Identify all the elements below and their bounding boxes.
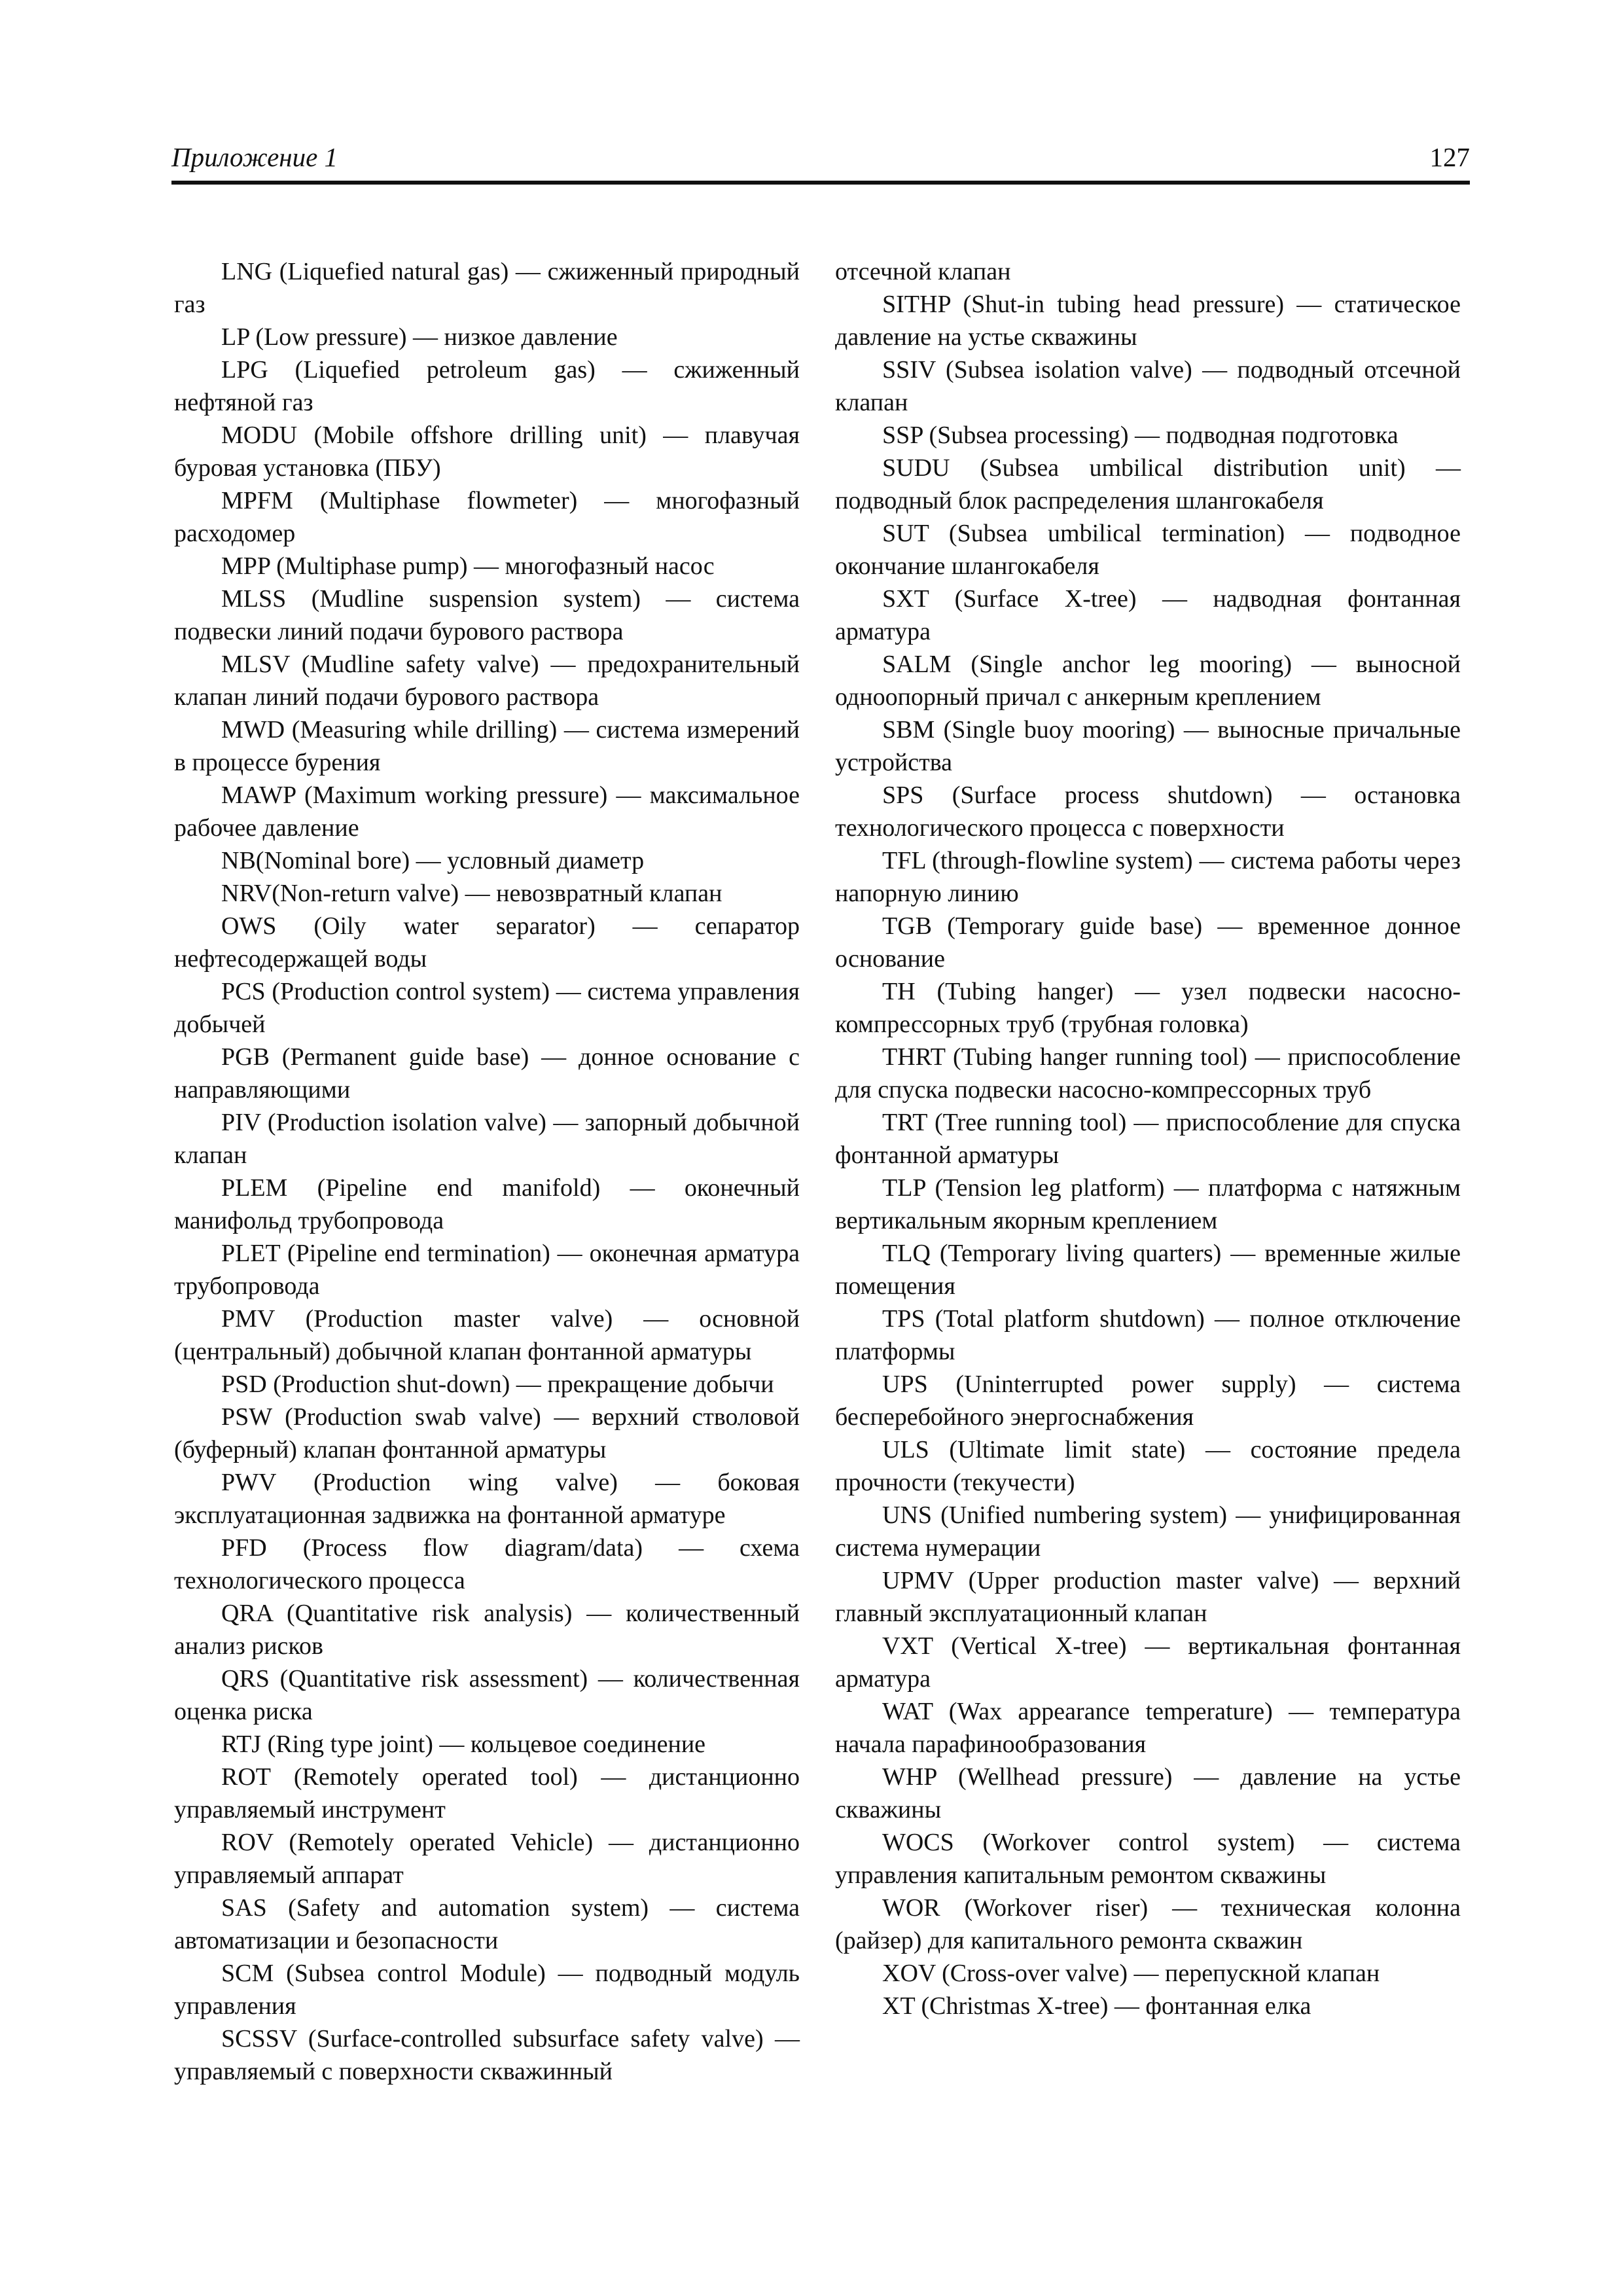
glossary-entry: SALM (Single anchor leg mooring) — выносной одноопорный причал с анкерным креплением <box>835 651 1461 711</box>
glossary-entry: SUDU (Subsea umbilical distribution unit) — подводный блок распределения шлангокабеля <box>835 454 1461 514</box>
glossary-entry: TLP (Tension leg platform) — платформа с натяжным вертикальным якорным креплением <box>835 1174 1461 1234</box>
left-column <box>174 255 800 2088</box>
glossary-entry: MWD (Measuring while drilling) — система измерений в процессе бурения <box>174 716 800 776</box>
glossary-entry: MAWP (Maximum working pressure) — максимальное рабочее давление <box>174 781 800 842</box>
glossary-entry: PSD (Production shut-down) — прекращение добычи <box>221 1371 774 1398</box>
section-title: Приложение 1 <box>171 142 338 172</box>
glossary-entry: SUT (Subsea umbilical termination) — подводное окончание шлангокабеля <box>835 520 1461 580</box>
glossary-entry: SBM (Single buoy mooring) — выносные причальные устройства <box>835 716 1461 776</box>
glossary-entry: LPG (Liquefied petroleum gas) — сжиженный нефтяной газ <box>174 356 800 416</box>
glossary-entry: SSIV (Subsea isolation valve) — подводный отсечной клапан <box>835 356 1461 416</box>
glossary-entry: RTJ (Ring type joint) — кольцевое соединение <box>221 1731 706 1758</box>
glossary-entry: QRA (Quantitative risk analysis) — количественный анализ рисков <box>174 1600 800 1660</box>
glossary-entry: SITHP (Shut-in tubing head pressure) — статическое давление на устье скважины <box>835 291 1461 351</box>
glossary-entry: SXT (Surface X-tree) — надводная фонтанная арматура <box>835 585 1461 645</box>
glossary-entry: SPS (Surface process shutdown) — остановка технологического процесса с поверхности <box>835 781 1461 842</box>
glossary-entry: WHP (Wellhead pressure) — давление на устье скважины <box>835 1763 1461 1823</box>
glossary-entry: SAS (Safety and automation system) — система автоматизации и безопасности <box>174 1894 800 1954</box>
glossary-entry: MLSV (Mudline safety valve) — предохранительный клапан линий подачи бурового раствора <box>174 651 800 711</box>
glossary-entry: LNG (Liquefied natural gas) — сжиженный природный газ <box>174 258 800 318</box>
glossary-entry: PCS (Production control system) — система управления добычей <box>174 978 800 1038</box>
glossary-entry: UPMV (Upper production master valve) — верхний главный эксплуатационный клапан <box>835 1567 1461 1627</box>
right-column <box>835 255 1461 2022</box>
glossary-entry: ROV (Remotely operated Vehicle) — дистанционно управляемый аппарат <box>174 1829 800 1889</box>
glossary-entry: PSW (Production swab valve) — верхний стволовой (буферный) клапан фонтанной арматуры <box>174 1403 800 1463</box>
glossary-entry: PGB (Permanent guide base) — донное основание с направляющими <box>174 1043 800 1103</box>
glossary-entry: VXT (Vertical X-tree) — вертикальная фонтанная арматура <box>835 1632 1461 1693</box>
glossary-entry: UNS (Unified numbering system) — унифицированная система нумерации <box>835 1501 1461 1562</box>
glossary-entry: SCM (Subsea control Module) — подводный модуль управления <box>174 1960 800 2020</box>
glossary-entry: XOV (Cross-over valve) — перепускной клапан <box>882 1960 1380 1987</box>
glossary-entry: THRT (Tubing hanger running tool) — приспособление для спуска подвески насосно-компрессорных труб <box>835 1043 1461 1103</box>
glossary-entry: ROT (Remotely operated tool) — дистанционно управляемый инструмент <box>174 1763 800 1823</box>
glossary-entry: NRV(Non-return valve) — невозвратный клапан <box>221 880 722 907</box>
glossary-entry: PFD (Process flow diagram/data) — схема технологического процесса <box>174 1534 800 1594</box>
glossary-entry-continuation: отсечной клапан <box>835 258 1011 285</box>
glossary-entry: UPS (Uninterrupted power supply) — система бесперебойного энергоснабжения <box>835 1371 1461 1431</box>
glossary-entry: PMV (Production master valve) — основной (центральный) добычной клапан фонтанной арматуры <box>174 1305 800 1365</box>
glossary-entry: WAT (Wax appearance temperature) — температура начала парафинообразования <box>835 1698 1461 1758</box>
glossary-entry: NB(Nominal bore) — условный диаметр <box>221 847 645 874</box>
glossary-entry: XT (Christmas X-tree) — фонтанная елка <box>882 1992 1311 2020</box>
glossary-entry: TLQ (Temporary living quarters) — временные жилые помещения <box>835 1240 1461 1300</box>
glossary-entry: MLSS (Mudline suspension system) — система подвески линий подачи бурового раствора <box>174 585 800 645</box>
glossary-entry: TFL (through-flowline system) — система работы через напорную линию <box>835 847 1461 907</box>
glossary-entry: PLEM (Pipeline end manifold) — оконечный манифольд трубопровода <box>174 1174 800 1234</box>
glossary-entry: MPP (Multiphase pump) — многофазный насос <box>221 552 715 580</box>
glossary-entry: QRS (Quantitative risk assessment) — количественная оценка риска <box>174 1665 800 1725</box>
glossary-entry: TGB (Temporary guide base) — временное донное основание <box>835 912 1461 973</box>
glossary-entry: TRT (Tree running tool) — приспособление для спуска фонтанной арматуры <box>835 1109 1461 1169</box>
glossary-entry: WOR (Workover riser) — техническая колонна (райзер) для капитального ремонта скважин <box>835 1894 1461 1954</box>
glossary-entry: MODU (Mobile offshore drilling unit) — плавучая буровая установка (ПБУ) <box>174 422 800 482</box>
glossary-entry: TPS (Total platform shutdown) — полное отключение платформы <box>835 1305 1461 1365</box>
glossary-entry: PWV (Production wing valve) — боковая эксплуатационная задвижка на фонтанной арматуре <box>174 1469 800 1529</box>
page-header <box>171 139 1470 185</box>
glossary-entry: MPFM (Multiphase flowmeter) — многофазный расходомер <box>174 487 800 547</box>
glossary-entry: SSP (Subsea processing) — подводная подготовка <box>882 422 1399 449</box>
glossary-entry: WOCS (Workover control system) — система управления капитальным ремонтом скважины <box>835 1829 1461 1889</box>
glossary-entry: PIV (Production isolation valve) — запорный добычной клапан <box>174 1109 800 1169</box>
glossary-entry: ULS (Ultimate limit state) — состояние предела прочности (текучести) <box>835 1436 1461 1496</box>
glossary-entry: PLET (Pipeline end termination) — оконечная арматура трубопровода <box>174 1240 800 1300</box>
page-number: 127 <box>1429 142 1470 172</box>
glossary-entry: LP (Low pressure) — низкое давление <box>221 323 618 351</box>
glossary-entry: TH (Tubing hanger) — узел подвески насосно-компрессорных труб (трубная головка) <box>835 978 1461 1038</box>
glossary-entry: OWS (Oily water separator) — сепаратор нефтесодержащей воды <box>174 912 800 973</box>
glossary-entry: SCSSV (Surface-controlled subsurface safety valve) — управляемый с поверхности скважинный <box>174 2025 800 2085</box>
